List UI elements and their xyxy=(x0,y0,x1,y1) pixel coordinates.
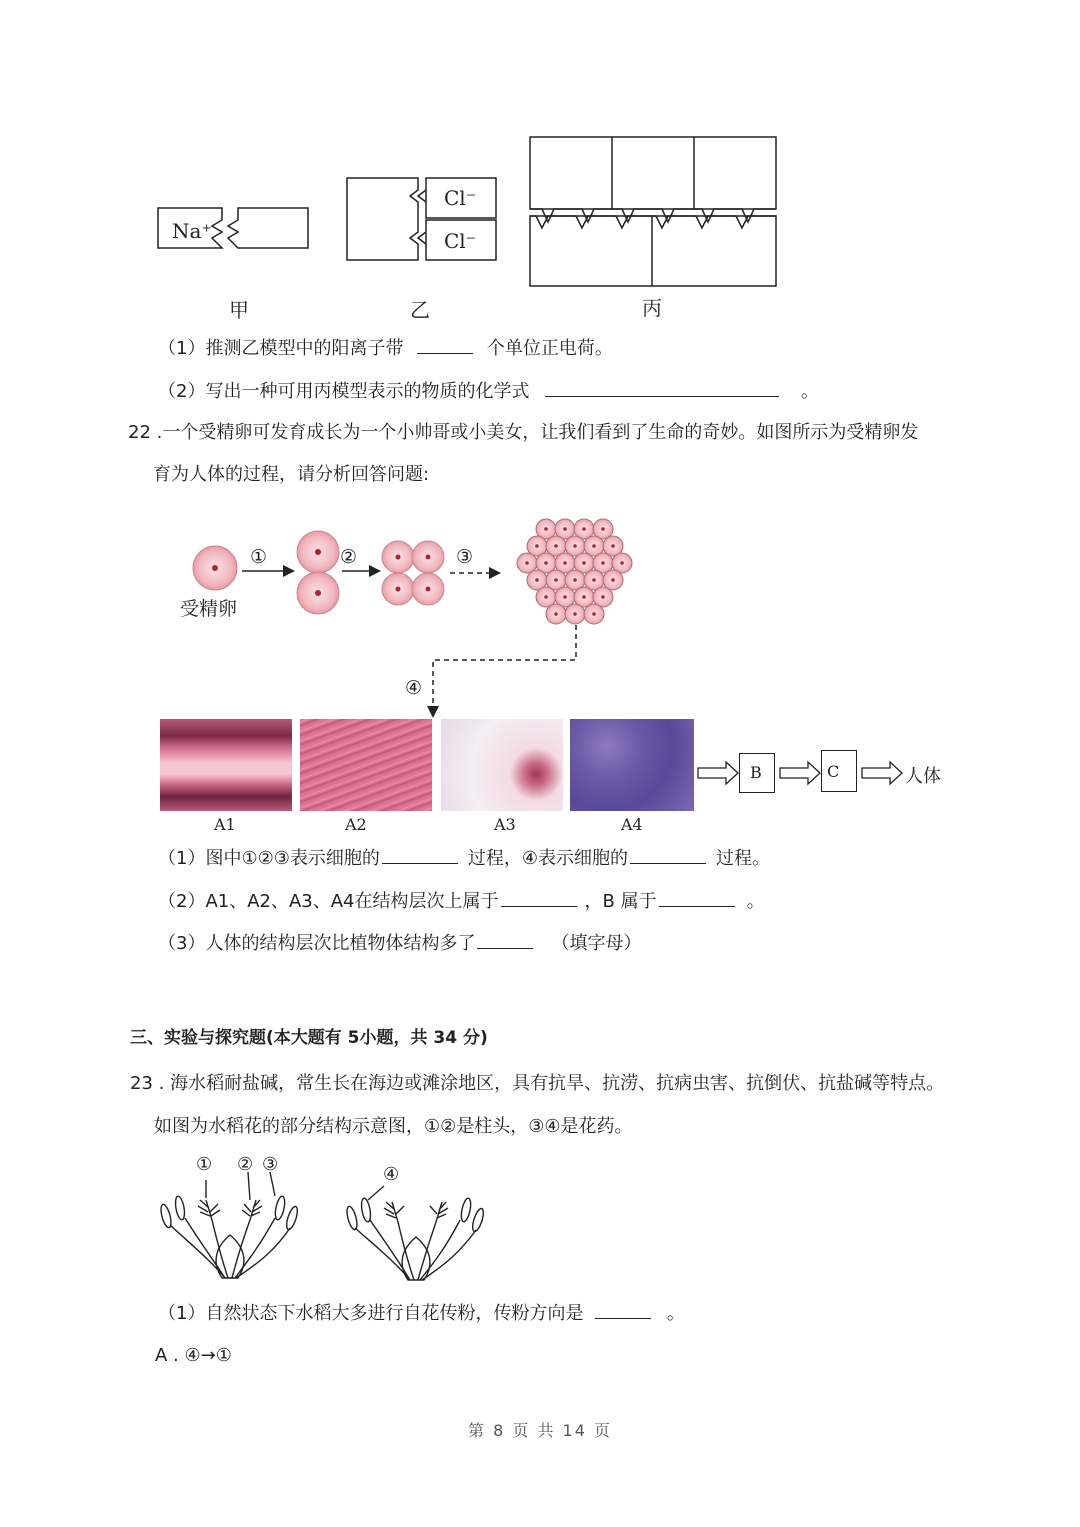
q21-part1: （1）推测乙模型中的阳离子带 个单位正电荷。 xyxy=(158,335,613,362)
cell-nucleus xyxy=(592,578,596,582)
tissue-image-a1 xyxy=(160,719,292,811)
q23-stem-line1: 23 . 海水稻耐盐碱，常生长在海边或滩涂地区，具有抗旱、抗涝、抗病虫害、抗倒伏、抗盐碱等特点。 xyxy=(130,1073,945,1094)
ion-models-figure xyxy=(150,130,790,300)
step-1-label: ① xyxy=(250,546,268,568)
answer-blank[interactable] xyxy=(382,845,458,864)
tile-label-a2: A2 xyxy=(345,815,367,834)
cell-nucleus xyxy=(573,544,577,548)
page-footer: 第 8 页 共 14 页 xyxy=(468,1421,612,1440)
rice-flower-right xyxy=(345,1186,485,1280)
cell-nucleus xyxy=(563,527,567,531)
ion-cl-label-2: Cl⁻ xyxy=(444,229,477,253)
flower-label-4: ④ xyxy=(383,1164,400,1185)
tissue-image-a4 xyxy=(570,719,694,811)
cell-nucleus xyxy=(573,578,577,582)
q23-part1: （1）自然状态下水稻大多进行自花传粉，传粉方向是 。 xyxy=(158,1300,685,1327)
cell-nucleus xyxy=(544,527,548,531)
caption-bing: 丙 xyxy=(642,296,662,320)
cell-nucleus xyxy=(573,612,577,616)
answer-blank[interactable] xyxy=(595,1300,651,1319)
zygote-label: 受精卵 xyxy=(180,598,238,620)
human-label: 人体 xyxy=(905,766,941,787)
cell-nucleus xyxy=(554,544,558,548)
cell-nucleus xyxy=(563,561,567,565)
ion-cl-label-1: Cl⁻ xyxy=(444,186,477,210)
answer-blank[interactable] xyxy=(659,888,735,907)
cell-nucleus xyxy=(611,578,615,582)
q22-part2: （2）A1、A2、A3、A4在结构层次上属于 ，B 属于 。 xyxy=(158,888,765,915)
step-3-label: ③ xyxy=(456,546,474,568)
cell-mass xyxy=(517,519,632,624)
model-bing xyxy=(530,137,776,286)
q22-stem-line2: 育为人体的过程，请分析回答问题: xyxy=(153,464,430,485)
answer-blank[interactable] xyxy=(630,845,706,864)
cell-nucleus xyxy=(611,544,615,548)
q21-part2: （2）写出一种可用丙模型表示的物质的化学式 。 xyxy=(158,378,819,405)
cell-nucleus xyxy=(601,561,605,565)
step-2-label: ② xyxy=(340,546,358,568)
tissue-image-a3 xyxy=(441,719,563,811)
two-cell-stage xyxy=(297,531,339,614)
step-4-label: ④ xyxy=(405,677,423,699)
section-3-title: 三、实验与探究题(本大题有 5小题，共 34 分) xyxy=(130,1028,488,1048)
answer-blank[interactable] xyxy=(477,930,533,949)
cell-nucleus xyxy=(554,612,558,616)
cell-nucleus xyxy=(582,561,586,565)
q22-part1: （1）图中①②③表示细胞的 过程，④表示细胞的 过程。 xyxy=(158,845,770,872)
flower-label-1: ① xyxy=(196,1154,213,1175)
cell-nucleus xyxy=(544,595,548,599)
flower-label-3: ③ xyxy=(262,1154,279,1175)
box-c-label: C xyxy=(827,762,840,781)
cell-nucleus xyxy=(601,527,605,531)
box-b-label: B xyxy=(750,763,762,782)
four-cell-stage xyxy=(382,541,444,605)
cell-nucleus xyxy=(592,612,596,616)
tissue-image-a2 xyxy=(300,719,432,811)
q22-part3: （3）人体的结构层次比植物体结构多了 （填字母） xyxy=(158,930,641,957)
cell-nucleus xyxy=(554,578,558,582)
cell-nucleus xyxy=(563,595,567,599)
cell-nucleus xyxy=(535,578,539,582)
cell-nucleus xyxy=(592,544,596,548)
answer-blank[interactable] xyxy=(545,378,779,397)
answer-blank[interactable] xyxy=(501,888,577,907)
rice-flower-left xyxy=(159,1172,299,1278)
q23-option-a: A . ④→① xyxy=(155,1345,232,1366)
caption-yi: 乙 xyxy=(410,298,430,322)
zygote-cell xyxy=(193,546,237,590)
tile-label-a3: A3 xyxy=(494,815,516,834)
cell-nucleus xyxy=(544,561,548,565)
cell-nucleus xyxy=(582,527,586,531)
cell-nucleus xyxy=(601,595,605,599)
cell-nucleus xyxy=(620,561,624,565)
cell-nucleus xyxy=(535,544,539,548)
caption-jia: 甲 xyxy=(229,298,249,322)
q22-stem-line1: 22 .一个受精卵可发育成长为一个小帅哥或小美女，让我们看到了生命的奇妙。如图所示为受精卵发 xyxy=(128,422,919,443)
cell-nucleus xyxy=(582,595,586,599)
answer-blank[interactable] xyxy=(417,335,473,354)
hierarchy-arrows xyxy=(696,748,906,798)
tile-label-a4: A4 xyxy=(621,815,643,834)
ion-na-label: Na⁺ xyxy=(172,219,212,243)
cell-nucleus xyxy=(525,561,529,565)
tile-label-a1: A1 xyxy=(214,815,236,834)
q23-stem-line2: 如图为水稻花的部分结构示意图，①②是柱头，③④是花药。 xyxy=(154,1116,633,1137)
flower-label-2: ② xyxy=(237,1154,254,1175)
